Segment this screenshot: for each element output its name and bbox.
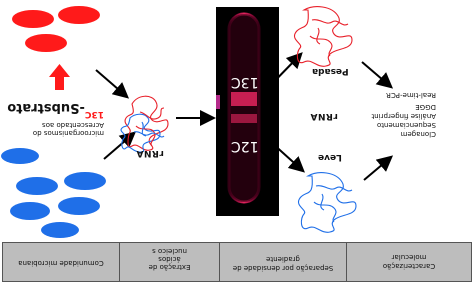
blue-cell [10,202,50,220]
red-up-arrow [49,64,70,90]
arrow-red-to-rna [96,70,126,96]
step-separation [220,243,347,281]
rna-tangle-mixed [121,96,168,152]
step-community-label: Comunidade microbiana [18,259,104,267]
substrate-label [7,100,104,140]
blue-cell [16,177,58,195]
blue-cell [1,148,39,164]
arrow-light-to-methods [364,158,390,180]
method-item: Análise fingerprint [371,112,436,120]
step-extraction [120,243,220,281]
substrate-isotope: 13C [84,109,104,119]
tube-label-13c: 13C [231,74,259,90]
step-characterization-line-2: molecular [391,253,427,261]
substrate-line-2: microorganismos do [32,129,104,137]
method-item: Sequenciamento [376,121,436,129]
tube-label-12c: 12C [231,138,259,154]
step-characterization [347,243,471,281]
step-community [3,243,120,281]
method-item: Clonagem [400,130,436,138]
blue-cell [64,172,106,190]
red-cell [12,10,54,28]
method-item: Real-time-PCR [386,91,436,99]
rna-tangle-light [298,173,356,233]
rna-label-left: rRNA [136,148,164,158]
fraction-light-label: Leve [318,152,342,162]
red-cell [25,34,67,52]
arrow-heavy-to-methods [362,62,390,86]
fraction-heavy-label: Pesada [312,66,349,76]
red-cell [58,6,100,24]
step-bar [2,242,472,282]
substrate-title: -Substrato [7,100,85,115]
step-separation-line-2: gradiente [266,255,300,263]
blue-cell [41,222,79,238]
step-extraction-line-3: nucleico s [152,247,187,255]
substrate-line-1: Acrescentado aos [42,121,104,129]
step-separation-line-1: Separação por densidade de [232,264,334,272]
rna-label-right: rRNA [310,111,338,121]
rna-tangle-heavy [294,7,352,67]
blue-cell [58,197,100,215]
methods-list [356,90,436,150]
method-item: DGGE [415,103,436,111]
step-extraction-line-2: ácidos [158,255,181,263]
step-extraction-line-1: Extração de [148,263,191,271]
step-characterization-line-1: Caracterização [382,262,436,270]
